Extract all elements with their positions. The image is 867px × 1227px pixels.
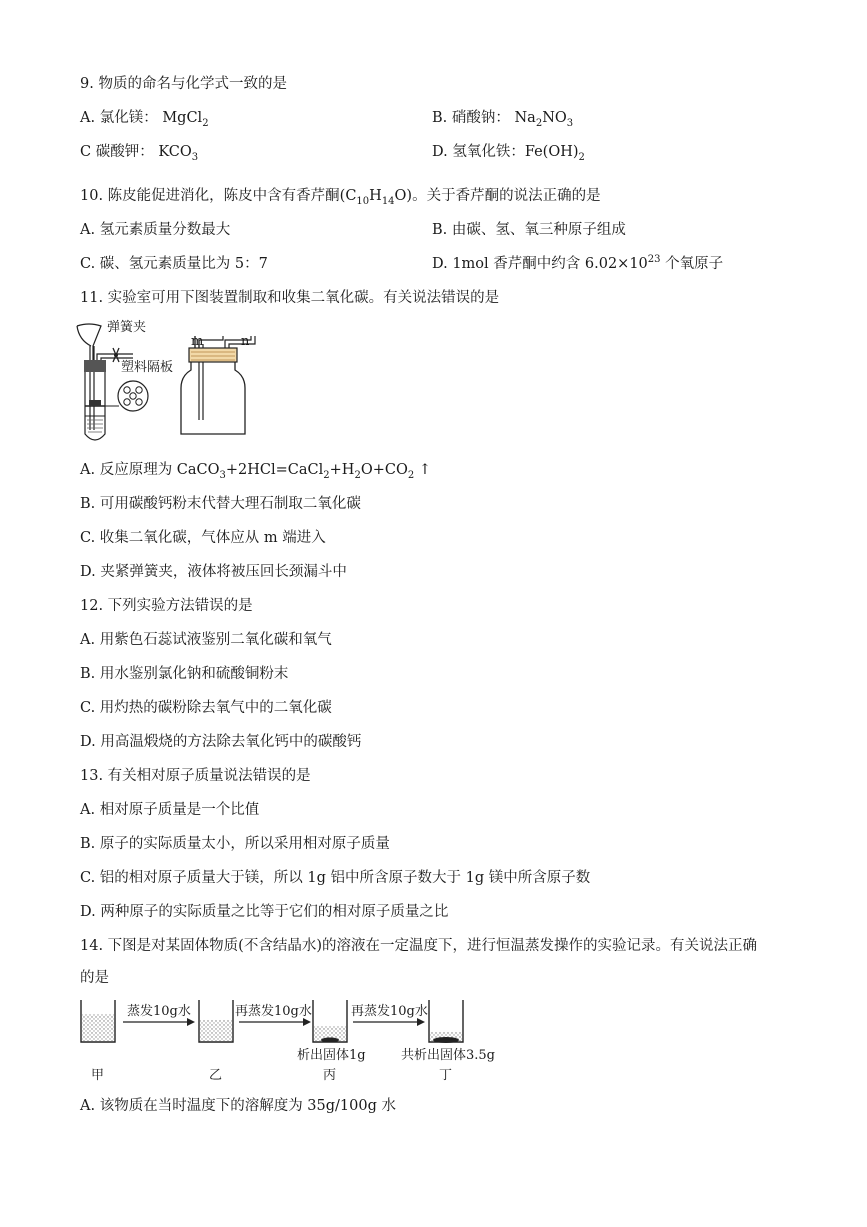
q11-label-plastic-plate: 塑料隔板 bbox=[121, 360, 174, 375]
q12-option-a: A. 用紫色石蕊试液鉴别二氧化碳和氧气 bbox=[80, 632, 332, 648]
q9-option-d-formula: $Fe(OH)_2$ bbox=[524, 144, 585, 163]
q14-stem-line2: 的是 bbox=[80, 970, 109, 986]
q14-step1-label: 蒸发10g水 bbox=[127, 1004, 191, 1019]
q11-option-d: D. 夹紧弹簧夹，液体将被压回长颈漏斗中 bbox=[80, 564, 347, 580]
q13-option-a: A. 相对原子质量是一个比值 bbox=[80, 802, 260, 818]
q14-label-jia: 甲 bbox=[91, 1068, 105, 1083]
q11-option-b: B. 可用碳酸钙粉末代替大理石制取二氧化碳 bbox=[80, 496, 361, 512]
q14-evaporation-figure bbox=[75, 996, 505, 1086]
q11-label-m: m bbox=[191, 334, 204, 349]
q14-ding-note: 共析出固体3.5g bbox=[401, 1048, 495, 1063]
q9-option-c-formula: $KCO_3$ bbox=[158, 144, 199, 163]
q11-label-spring-clip: 弹簧夹 bbox=[107, 320, 147, 335]
q9-option-d-label: D. 氢氧化铁： bbox=[432, 144, 525, 160]
q13-option-c: C. 铝的相对原子质量大于镁，所以 1g 铝中所含原子数大于 1g 镁中所含原子数 bbox=[80, 870, 591, 886]
q12-option-d: D. 用高温煅烧的方法除去氧化钙中的碳酸钙 bbox=[80, 734, 362, 750]
q9-option-d bbox=[432, 142, 585, 162]
q9-option-c bbox=[80, 142, 198, 162]
q14-label-bing: 丙 bbox=[323, 1068, 337, 1083]
q12-stem: 12. 下列实验方法错误的是 bbox=[80, 598, 253, 614]
q13-option-d: D. 两种原子的实际质量之比等于它们的相对原子质量之比 bbox=[80, 904, 449, 920]
q13-option-b: B. 原子的实际质量太小，所以采用相对原子质量 bbox=[80, 836, 390, 852]
q10-option-a: A. 氢元素质量分数最大 bbox=[80, 222, 231, 238]
q9-option-b-formula: $Na_2NO_3$ bbox=[514, 110, 574, 129]
q9-option-b-label: B. 硝酸钠： bbox=[432, 110, 510, 126]
q10-option-c: C. 碳、氢元素质量比为 5：7 bbox=[80, 256, 268, 272]
q9-option-a-formula: MgCl$_2$ bbox=[162, 110, 209, 129]
q9-option-a bbox=[80, 108, 209, 128]
q9-stem: 9. 物质的命名与化学式一致的是 bbox=[80, 76, 287, 92]
q14-stem-line1: 14. 下图是对某固体物质(不含结晶水)的溶液在一定温度下，进行恒温蒸发操作的实验记录。有关说法正确 bbox=[80, 938, 757, 954]
q11-option-c: C. 收集二氧化碳，气体应从 m 端进入 bbox=[80, 530, 326, 546]
q10-option-d: D. 1mol 香芹酮中约含 $6.02\times 10^{23}$ 个氧原子 bbox=[432, 254, 724, 272]
q11-stem: 11. 实验室可用下图装置制取和收集二氧化碳。有关说法错误的是 bbox=[80, 290, 500, 306]
q9-option-a-label: A. 氯化镁： bbox=[80, 110, 158, 126]
q13-stem: 13. 有关相对原子质量说法错误的是 bbox=[80, 768, 311, 784]
q10-stem: 10. 陈皮能促进消化，陈皮中含有香芹酮$(C_{10}H_{14}O)$。关于香芹酮的说法正确的是 bbox=[80, 188, 601, 207]
q14-option-a: A. 该物质在当时温度下的溶解度为 35g/100g 水 bbox=[80, 1098, 396, 1114]
q14-step3-label: 再蒸发10g水 bbox=[351, 1004, 428, 1019]
q9-option-b bbox=[432, 108, 573, 128]
q14-label-ding: 丁 bbox=[439, 1068, 453, 1083]
q12-option-c: C. 用灼热的碳粉除去氧气中的二氧化碳 bbox=[80, 700, 332, 716]
q14-bing-note: 析出固体1g bbox=[297, 1048, 366, 1063]
q14-step2-label: 再蒸发10g水 bbox=[235, 1004, 312, 1019]
q9-option-c-label: C 碳酸钾： bbox=[80, 144, 154, 160]
q11-label-n: n bbox=[241, 334, 250, 349]
q11-apparatus-figure bbox=[75, 320, 275, 446]
q10-option-b: B. 由碳、氢、氧三种原子组成 bbox=[432, 222, 626, 238]
q12-option-b: B. 用水鉴别氯化钠和硫酸铜粉末 bbox=[80, 666, 289, 682]
q11-option-a: A. 反应原理为 $CaCO_3+2HCl=CaCl_2+H_2O+CO_2$ ↑ bbox=[80, 462, 431, 481]
q14-label-yi: 乙 bbox=[209, 1068, 223, 1083]
